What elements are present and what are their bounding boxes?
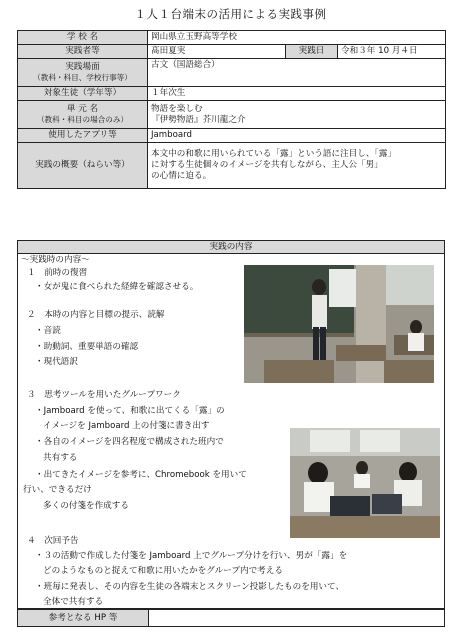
unit-label-cell — [18, 101, 148, 129]
school-value: 岡山県立玉野高等学校 — [148, 31, 446, 45]
students-value: １年次生 — [148, 87, 446, 101]
classroom-photo-teacher-image — [244, 265, 434, 383]
step-1-item: ・女が鬼に食べられた経緯を確認させる。 — [35, 282, 199, 292]
classroom-photo-students-image — [290, 428, 440, 538]
unit-sublabel: （教科・科目の場合のみ） — [36, 115, 129, 125]
step-4-item-1-cont: どのようなものと捉えて和歌に用いたかをグループ内で考える — [43, 566, 283, 576]
aim-value-cell — [148, 143, 446, 189]
step-3-item-1-cont: イメージを Jamboard 上の付箋に書き出す — [43, 421, 210, 431]
step-2-item-3: ・現代語訳 — [35, 357, 78, 367]
step-2-item-1: ・音読 — [35, 326, 61, 336]
aim-line-3: の心情に迫る。 — [151, 170, 212, 181]
step-4-heading: ４ 次回予告 — [27, 536, 79, 546]
aim-line-1: 本文中の和歌に用いられている「露」という語に注目し、「露」 — [151, 149, 396, 160]
classroom-photo-students — [290, 428, 440, 538]
step-3-heading: ３ 思考ツールを用いたグループワーク — [27, 390, 181, 400]
step-4-item-2: ・班毎に発表し、その内容を生徒の各端末とスクリーン投影したものを用いて、 — [35, 582, 345, 592]
step-3-item-2: ・各自のイメージを四名程度で構成された班内で — [35, 437, 224, 447]
scene-label: 実践場面 — [65, 62, 100, 73]
classroom-photo-teacher — [244, 265, 434, 383]
unit-value-2: 『伊勢物語』芥川龍之介 — [151, 114, 246, 125]
scene-sublabel: （教科・科目、学校行事等） — [33, 73, 132, 83]
step-3-item-3: ・出てきたイメージを参考に、Chromebook を用いて — [35, 470, 247, 480]
step-2-heading: ２ 本時の内容と目標の提示、読解 — [27, 310, 165, 320]
content-heading: ～実践時の内容～ — [21, 255, 90, 265]
step-3-item-3-cont: 行い、できるだけ — [23, 485, 92, 495]
step-3-item-2-cont: 共有する — [43, 453, 78, 463]
unit-value-cell — [148, 101, 446, 129]
app-value: Jamboard — [148, 129, 446, 143]
step-4-item-2-cont: 全体で共有する — [43, 597, 104, 607]
reference-row — [17, 609, 445, 627]
scene-value: 古文（国語総合） — [148, 59, 446, 87]
aim-label: 実践の概要（ねらい等） — [18, 143, 148, 189]
step-4-item-1: ・３の活動で作成した付箋を Jamboard 上でグループ分けを行い、男が「露」を — [35, 551, 348, 561]
date-label: 実践日 — [286, 45, 338, 59]
page-title: １人１台端末の活用による実践事例 — [134, 7, 327, 21]
practitioner-value: 髙田夏実 — [148, 45, 286, 59]
content-body — [17, 253, 445, 609]
practitioner-label: 実践者等 — [18, 45, 148, 59]
unit-value-1: 物語を楽しむ — [151, 103, 203, 114]
step-3-item-3-cont-2: 多くの付箋を作成する — [43, 501, 129, 511]
step-1-heading: １ 前時の復習 — [27, 268, 88, 278]
date-value: 令和３年 10 月４日 — [338, 45, 446, 59]
students-label: 対象生徒（学年等） — [18, 87, 148, 101]
unit-label: 単 元 名 — [66, 104, 99, 115]
school-label: 学 校 名 — [18, 31, 148, 45]
app-label: 使用したアプリ等 — [18, 129, 148, 143]
reference-label: 参考となる HP 等 — [18, 610, 149, 626]
step-3-item-1: ・Jamboard を使って、和歌に出てくる「露」の — [35, 406, 225, 416]
section-header: 実践の内容 — [17, 240, 445, 254]
step-2-item-2: ・助動詞、重要単語の確認 — [35, 342, 139, 352]
scene-label-cell — [18, 59, 148, 87]
info-table — [17, 30, 446, 189]
aim-line-2: に対する生徒個々のイメージを共有しながら、主人公「男」 — [151, 160, 383, 171]
